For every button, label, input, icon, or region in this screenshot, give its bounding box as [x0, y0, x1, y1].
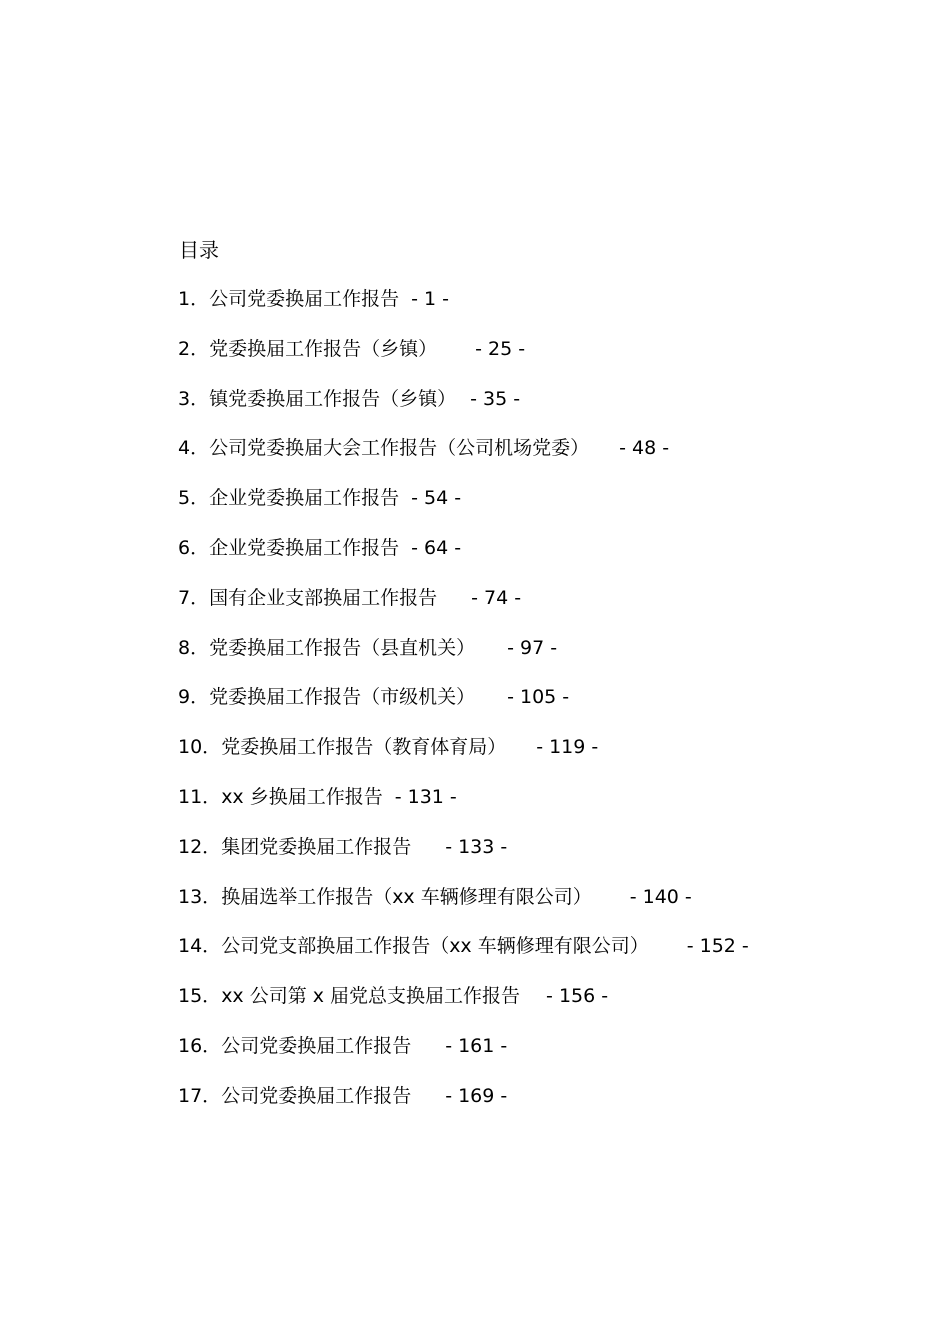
toc-entry-title[interactable]: xx 公司第 x 届党总支换届工作报告	[221, 985, 521, 1008]
toc-entry-page-number: - 131 -	[394, 785, 457, 808]
toc-entry-number: 1．	[178, 288, 210, 310]
toc-entry-page-number: - 35 -	[470, 387, 521, 410]
toc-entry-page-number: - 74 -	[471, 586, 522, 609]
toc-entry[interactable]	[178, 1032, 749, 1082]
toc-entry-title[interactable]: 换届选举工作报告（xx 车辆修理有限公司）	[221, 885, 592, 908]
toc-entry-number: 17．	[178, 1084, 222, 1107]
toc-entry[interactable]	[178, 833, 749, 883]
toc-list	[178, 285, 749, 1132]
toc-entry-page-number: - 97 -	[507, 636, 558, 659]
toc-entry-page-number: - 152 -	[686, 935, 749, 958]
toc-entry[interactable]	[178, 783, 749, 833]
toc-entry-title[interactable]: 党委换届工作报告（乡镇）	[209, 337, 438, 360]
toc-entry[interactable]	[178, 683, 749, 733]
toc-entry-page-number: - 161 -	[445, 1034, 508, 1057]
toc-entry[interactable]	[178, 634, 749, 684]
toc-entry[interactable]	[178, 434, 749, 484]
toc-entry-title[interactable]: 公司党委换届工作报告	[221, 1034, 412, 1057]
toc-entry[interactable]	[178, 335, 749, 385]
toc-entry[interactable]	[178, 733, 749, 783]
toc-entry-number: 13．	[178, 885, 222, 908]
toc-entry-title[interactable]: 党委换届工作报告（教育体育局）	[221, 736, 507, 759]
toc-entry-title[interactable]: 公司党委换届工作报告	[209, 288, 400, 310]
toc-entry-page-number: - 1 -	[411, 288, 449, 310]
toc-entry-page-number: - 140 -	[629, 885, 692, 908]
toc-entry[interactable]	[178, 1082, 749, 1132]
toc-entry[interactable]	[178, 385, 749, 435]
toc-entry[interactable]	[178, 534, 749, 584]
toc-entry-title[interactable]: 集团党委换届工作报告	[221, 835, 412, 858]
toc-entry-title[interactable]: 企业党委换届工作报告	[209, 536, 400, 559]
toc-entry-number: 15．	[178, 985, 222, 1008]
toc-entry-number: 12．	[178, 835, 222, 858]
toc-entry-title[interactable]: 公司党委换届工作报告	[221, 1084, 412, 1107]
toc-entry-title[interactable]: 国有企业支部换届工作报告	[209, 586, 438, 609]
toc-entry-number: 7．	[178, 586, 210, 609]
toc-entry-number: 3．	[178, 387, 210, 410]
toc-entry-title[interactable]: 企业党委换届工作报告	[209, 487, 400, 510]
toc-entry-page-number: - 119 -	[536, 736, 599, 759]
toc-entry[interactable]	[178, 932, 749, 982]
toc-entry-page-number: - 156 -	[546, 985, 609, 1008]
toc-entry-page-number: - 48 -	[619, 437, 670, 460]
toc-entry-page-number: - 64 -	[411, 536, 462, 559]
toc-entry-page-number: - 169 -	[445, 1084, 508, 1107]
toc-entry-number: 5．	[178, 487, 210, 510]
toc-entry-title[interactable]: 公司党委换届大会工作报告（公司机场党委）	[209, 437, 590, 460]
toc-heading: 目录	[179, 238, 219, 262]
toc-entry-title[interactable]: 党委换届工作报告（县直机关）	[209, 636, 476, 659]
toc-entry[interactable]	[178, 883, 749, 933]
toc-entry-title[interactable]: 党委换届工作报告（市级机关）	[209, 686, 476, 709]
toc-entry-title[interactable]: 公司党支部换届工作报告（xx 车辆修理有限公司）	[221, 935, 649, 958]
toc-entry[interactable]	[178, 285, 749, 335]
toc-entry-number: 2．	[178, 337, 210, 360]
toc-entry-page-number: - 54 -	[411, 487, 462, 510]
toc-entry-title[interactable]: xx 乡换届工作报告	[221, 785, 383, 808]
toc-entry-page-number: - 133 -	[445, 835, 508, 858]
toc-entry-page-number: - 25 -	[475, 337, 526, 360]
toc-entry-page-number: - 105 -	[507, 686, 570, 709]
toc-entry-number: 10．	[178, 736, 222, 759]
toc-entry-number: 14．	[178, 935, 222, 958]
toc-entry[interactable]	[178, 484, 749, 534]
toc-entry[interactable]	[178, 584, 749, 634]
toc-entry-title[interactable]: 镇党委换届工作报告（乡镇）	[209, 387, 457, 410]
toc-entry-number: 9．	[178, 686, 210, 709]
toc-entry-number: 4．	[178, 437, 210, 460]
toc-entry[interactable]	[178, 982, 749, 1032]
toc-entry-number: 6．	[178, 536, 210, 559]
toc-entry-number: 11．	[178, 785, 222, 808]
toc-entry-number: 8．	[178, 636, 210, 659]
toc-entry-number: 16．	[178, 1034, 222, 1057]
